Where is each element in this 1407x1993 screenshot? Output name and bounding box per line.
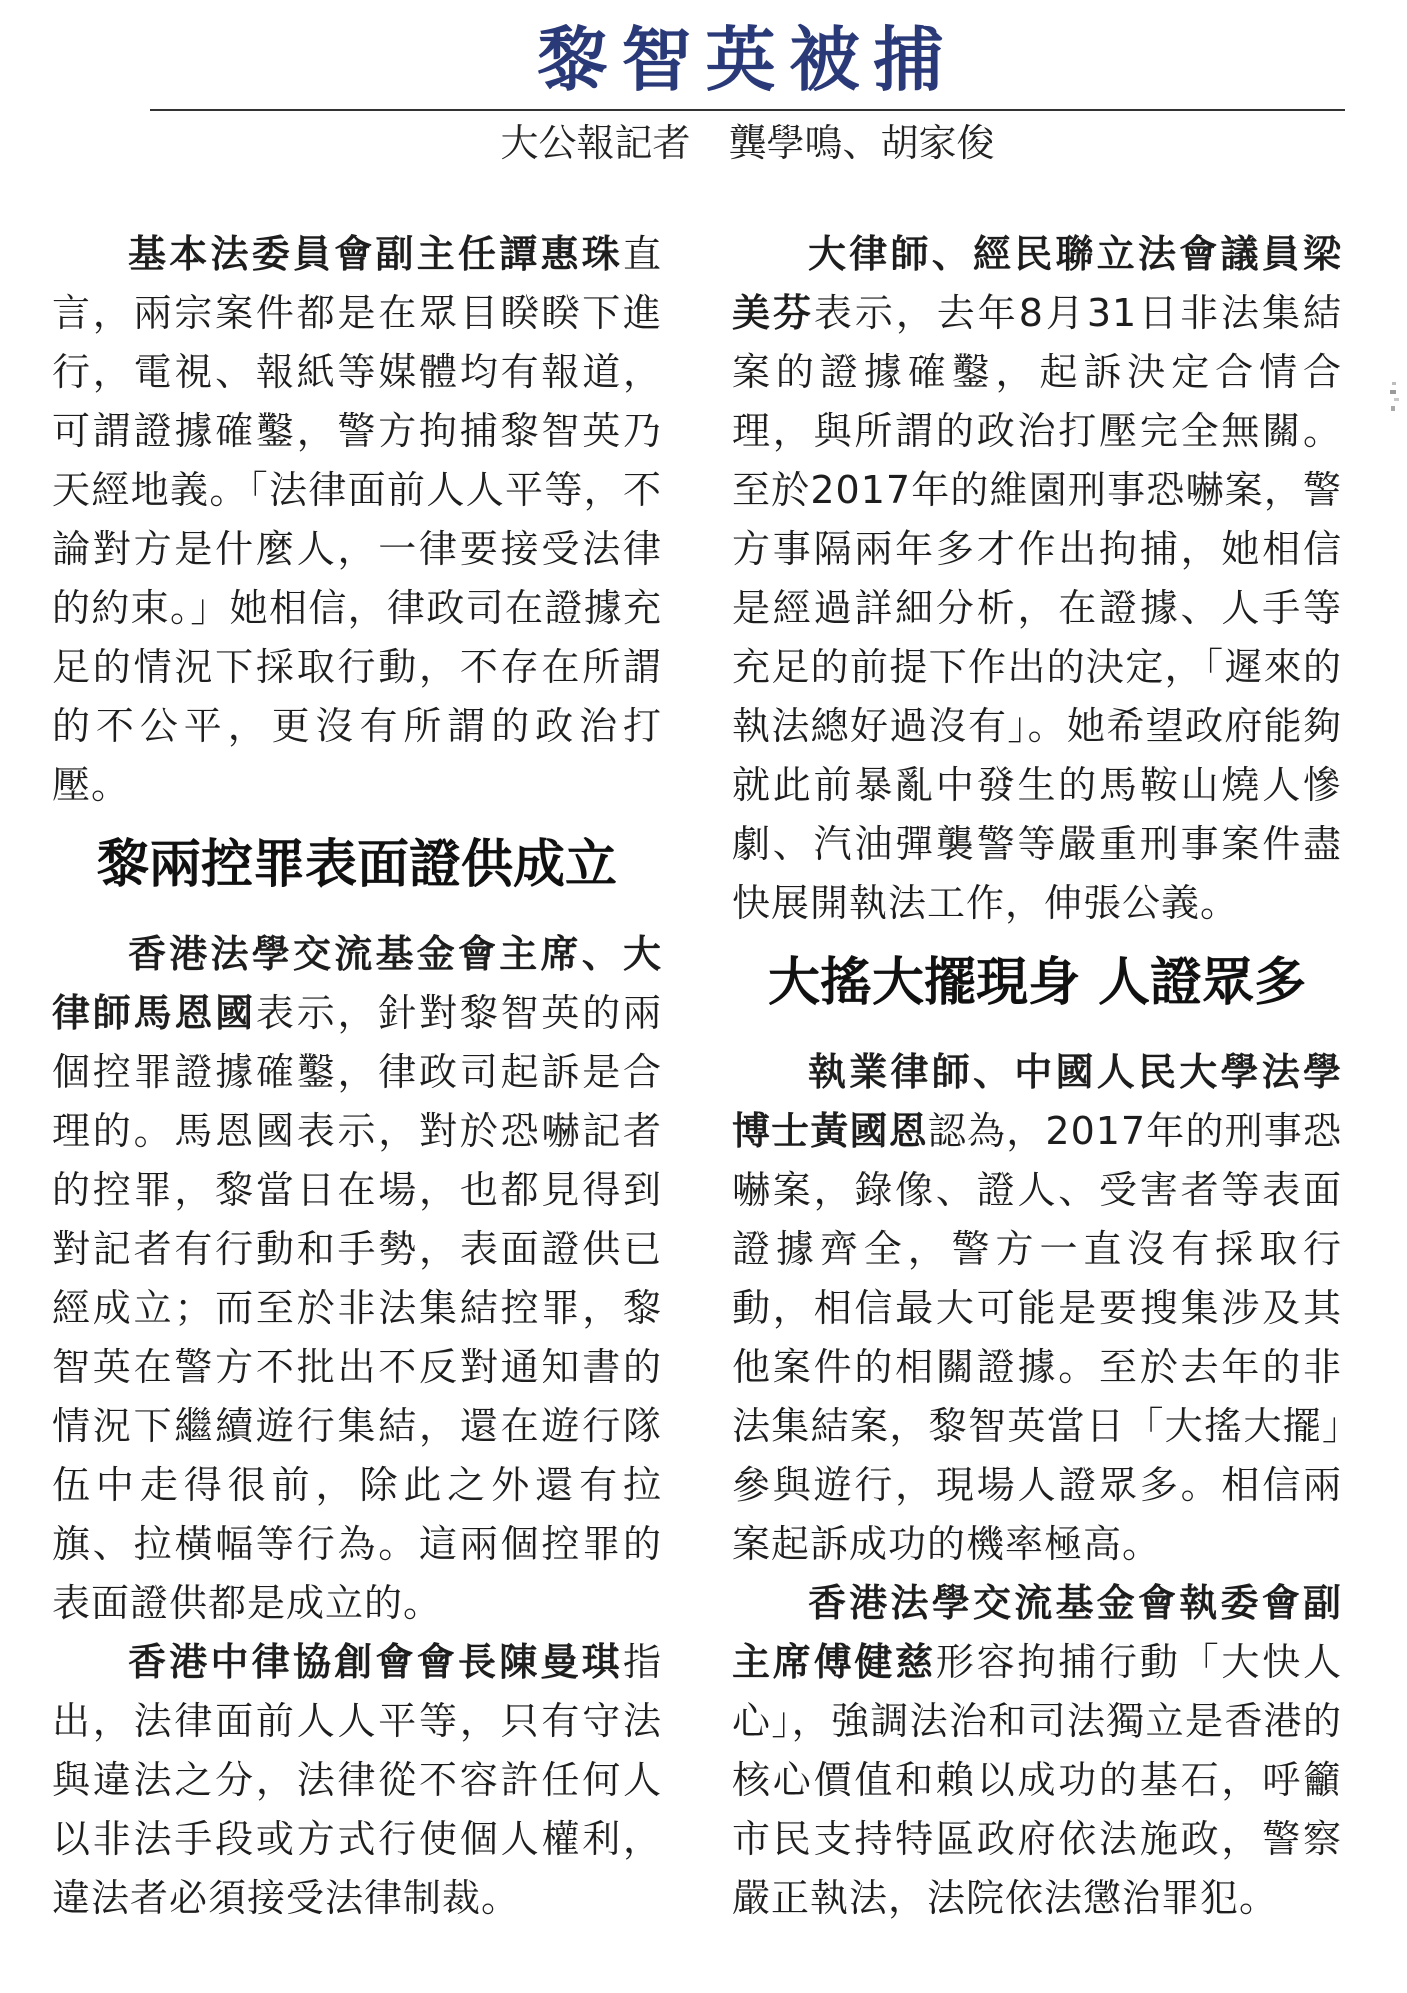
paragraph-text: 表示，針對黎智英的兩個控罪證據確鑿，律政司起訴是合理的。馬恩國表示，對於恐嚇記者的控罪，黎當日在場，也都見得到對記者有行動和手勢，表面證供已經成立；而至於非法集結控罪，黎智英在警方不批出不反對通知書的情況下繼續遊行集結，還在遊行隊伍中走得很前，除此之外還有拉旗、拉橫幅等行為。這兩個控罪的表面證供都是成立的。 xyxy=(52,991,662,1625)
speaker-name: 香港法學交流基金會執委會副主席傅健慈 xyxy=(732,1581,1342,1684)
headline-rule xyxy=(150,109,1345,111)
paragraph-text: 形容拘捕行動「大快人心」，強調法治和司法獨立是香港的核心價值和賴以成功的基石，呼籲市民支持特區政府依法施政，警察嚴正執法，法院依法懲治罪犯。 xyxy=(732,1640,1342,1920)
speaker-name: 香港中律協創會會長陳曼琪 xyxy=(128,1640,623,1684)
speaker-name: 執業律師、中國人民大學法學博士黃國恩 xyxy=(732,1050,1342,1153)
left-column xyxy=(52,225,662,1928)
paragraph-priscilla-leung xyxy=(732,225,1342,933)
paragraph-ma-yan-kwok xyxy=(52,925,662,1633)
right-column xyxy=(732,225,1342,1928)
headline: 黎智英被捕 xyxy=(537,18,958,101)
speaker-name: 基本法委員會副主任譚惠珠 xyxy=(128,232,623,276)
paragraph-text: 認為，2017年的刑事恐嚇案，錄像、證人、受害者等表面證據齊全，警方一直沒有採取行動，相信最大可能是要搜集涉及其他案件的相關證據。至於去年的非法集結案，黎智英當日「大搖大擺」參與遊行，現場人證眾多。相信兩案起訴成功的機率極高。 xyxy=(732,1109,1342,1566)
paragraph-text: 指出，法律面前人人平等，只有守法與違法之分，法律從不容許任何人以非法手段或方式行使個人權利，違法者必須接受法律制裁。 xyxy=(52,1640,662,1920)
byline: 大公報記者 龔學鳴、胡家俊 xyxy=(500,121,995,165)
subheading-charges: 黎兩控罪表面證供成立 xyxy=(96,834,617,895)
speaker-name: 香港法學交流基金會主席、大律師馬恩國 xyxy=(52,932,662,1035)
paragraph-fu-kin-chi xyxy=(732,1574,1342,1928)
paragraph-chan-man-ki xyxy=(52,1633,662,1928)
paragraph-tam-yiu-chung xyxy=(52,225,662,815)
paragraph-wong-kwok-yan xyxy=(732,1043,1342,1574)
subheading-witnesses: 大搖大擺現身 人證眾多 xyxy=(767,952,1307,1013)
scan-artifact xyxy=(1388,380,1402,416)
paragraph-text: 表示，去年8月31日非法集結案的證據確鑿，起訴決定合情合理，與所謂的政治打壓完全無關。至於2017年的維園刑事恐嚇案，警方事隔兩年多才作出拘捕，她相信是經過詳細分析，在證據、人手等充足的前提下作出的決定，「遲來的執法總好過沒有」。她希望政府能夠就此前暴亂中發生的馬鞍山燒人慘劇、汽油彈襲警等嚴重刑事案件盡快展開執法工作，伸張公義。 xyxy=(732,291,1342,925)
speaker-name: 大律師、經民聯立法會議員梁美芬 xyxy=(732,232,1342,335)
paragraph-text: 直言，兩宗案件都是在眾目睽睽下進行，電視、報紙等媒體均有報道，可謂證據確鑿，警方拘捕黎智英乃天經地義。「法律面前人人平等，不論對方是什麼人，一律要接受法律的約束。」她相信，律政司在證據充足的情況下採取行動，不存在所謂的不公平，更沒有所謂的政治打壓。 xyxy=(52,232,662,807)
